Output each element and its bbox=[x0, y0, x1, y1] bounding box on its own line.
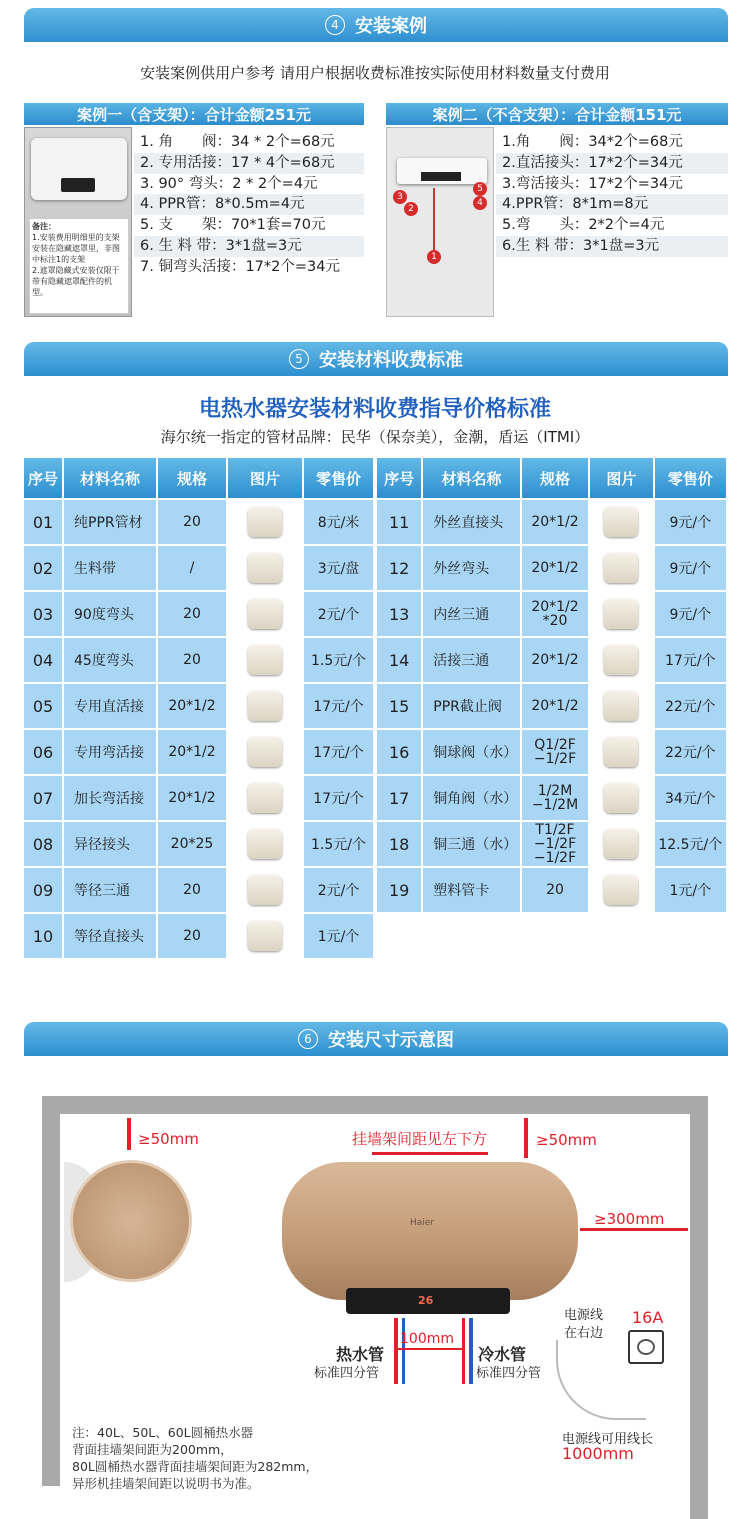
cold-pipe-spec: 标准四分管 bbox=[476, 1366, 542, 1381]
cell-no: 18 bbox=[377, 822, 421, 866]
cell-no: 07 bbox=[24, 776, 62, 820]
display-readout: 26 bbox=[418, 1294, 434, 1307]
fitting-icon bbox=[248, 921, 282, 951]
cell-no: 09 bbox=[24, 868, 62, 912]
gap-pipes: 100mm bbox=[400, 1331, 454, 1347]
fitting-icon bbox=[248, 783, 282, 813]
col-header: 零售价 bbox=[655, 458, 726, 498]
col-header: 材料名称 bbox=[423, 458, 520, 498]
cell-no: 01 bbox=[24, 500, 62, 544]
hot-pipe bbox=[394, 1318, 398, 1384]
cell-spec: 20*1/2 bbox=[158, 730, 226, 774]
control-panel bbox=[346, 1288, 510, 1314]
item-image bbox=[590, 638, 652, 682]
gap-top-right: ≥50mm bbox=[536, 1131, 597, 1149]
table-row bbox=[377, 638, 726, 682]
brand-line: 海尔统一指定的管材品牌：民华（保奈美），金潮，盾运（ITMI） bbox=[160, 428, 590, 446]
col-header: 图片 bbox=[590, 458, 652, 498]
cell-name: 生料带 bbox=[64, 546, 156, 590]
price-table-right bbox=[375, 456, 728, 914]
cell-spec: 20*1/2 bbox=[522, 638, 588, 682]
case-line: 4. PPR管：8*0.5m=4元 bbox=[134, 194, 364, 215]
cell-name: 外丝直接头 bbox=[423, 500, 520, 544]
table-row bbox=[377, 730, 726, 774]
section-4-header bbox=[24, 8, 728, 42]
brand-logo: Haier bbox=[410, 1218, 435, 1228]
case-line: 2. 专用活接：17 * 4个=68元 bbox=[134, 153, 364, 174]
cell-name: 塑料管卡 bbox=[423, 868, 520, 912]
cell-spec: 20*1/2 bbox=[158, 776, 226, 820]
cell-no: 10 bbox=[24, 914, 62, 958]
table-row bbox=[24, 500, 373, 544]
cell-name: 异径接头 bbox=[64, 822, 156, 866]
fitting-icon bbox=[604, 829, 638, 859]
cell-spec: 20 bbox=[158, 500, 226, 544]
note-line: 1.安装费用明细里的支架安装在隐藏遮罩里，非图中标注1的支架 bbox=[32, 233, 120, 264]
table-row bbox=[24, 546, 373, 590]
case-line: 7. 铜弯头活接：17*2个=34元 bbox=[140, 258, 340, 275]
table-row bbox=[24, 638, 373, 682]
cell-spec: 20 bbox=[158, 868, 226, 912]
note-line: 2.遮罩隐藏式安装仅限于带有隐藏遮罩配件的机型。 bbox=[32, 266, 120, 297]
cell-no: 16 bbox=[377, 730, 421, 774]
cell-price: 12.5元/个 bbox=[655, 822, 726, 866]
cell-name: 外丝弯头 bbox=[423, 546, 520, 590]
cell-name: 专用弯活接 bbox=[64, 730, 156, 774]
cell-price: 9元/个 bbox=[655, 500, 726, 544]
table-row bbox=[377, 776, 726, 820]
cell-no: 15 bbox=[377, 684, 421, 728]
section-number: 5 bbox=[289, 349, 309, 369]
section-title: 安装尺寸示意图 bbox=[328, 1030, 454, 1051]
table-body bbox=[24, 500, 373, 958]
case1-title: 案例一（含支架）：合计金额251元 bbox=[24, 103, 364, 125]
case1-photo bbox=[24, 127, 132, 317]
heater-image bbox=[31, 138, 127, 200]
dim-arrow bbox=[398, 1348, 464, 1350]
note-title: 备注： bbox=[32, 222, 56, 231]
item-image bbox=[590, 822, 652, 866]
section-title: 安装材料收费标准 bbox=[319, 350, 463, 371]
cell-spec: 20*1/2 bbox=[158, 684, 226, 728]
item-image bbox=[228, 776, 302, 820]
gap-right: ≥300mm bbox=[594, 1210, 665, 1228]
col-header: 材料名称 bbox=[64, 458, 156, 498]
item-image bbox=[590, 546, 652, 590]
cell-price: 22元/个 bbox=[655, 730, 726, 774]
note-line: 背面挂墙架间距为200mm， bbox=[72, 1442, 233, 1457]
tank-side-view bbox=[70, 1160, 192, 1282]
cell-spec: 20*25 bbox=[158, 822, 226, 866]
cell-spec: / bbox=[158, 546, 226, 590]
marker: 4 bbox=[473, 196, 487, 210]
cell-no: 19 bbox=[377, 868, 421, 912]
case2-photo bbox=[386, 127, 494, 317]
table-row bbox=[24, 822, 373, 866]
case-line: 6.生 料 带：3*1盘=3元 bbox=[496, 236, 728, 257]
fitting-icon bbox=[604, 553, 638, 583]
case-subtitle: 安装案例供用户参考 请用户根据收费标准按实际使用材料数量支付费用 bbox=[140, 64, 610, 82]
cell-no: 13 bbox=[377, 592, 421, 636]
cell-spec: 20*1/2 *20 bbox=[522, 592, 588, 636]
cell-price: 1元/个 bbox=[655, 868, 726, 912]
case-line: 5. 支 架：70*1套=70元 bbox=[140, 217, 326, 234]
price-table-left bbox=[22, 456, 375, 960]
cell-no: 06 bbox=[24, 730, 62, 774]
case-line: 1.角 阀：34*2个=68元 bbox=[502, 134, 683, 150]
cell-spec: 1/2M −1/2M bbox=[522, 776, 588, 820]
fitting-icon bbox=[248, 507, 282, 537]
table-row bbox=[24, 730, 373, 774]
hot-pipe-label: 热水管 bbox=[336, 1345, 385, 1364]
note-line: 注：40L、50L、60L圆桶热水器 bbox=[72, 1425, 254, 1440]
table-row bbox=[24, 684, 373, 728]
gap-top-left: ≥50mm bbox=[138, 1130, 199, 1148]
section-title: 安装案例 bbox=[355, 16, 427, 37]
cold-pipe bbox=[462, 1318, 465, 1384]
cell-name: 45度弯头 bbox=[64, 638, 156, 682]
table-row bbox=[377, 500, 726, 544]
item-image bbox=[228, 684, 302, 728]
display-icon bbox=[421, 172, 461, 181]
cord-length: 1000mm bbox=[562, 1444, 634, 1463]
cell-name: 铜角阀（水） bbox=[423, 776, 520, 820]
cell-no: 12 bbox=[377, 546, 421, 590]
power-line-label: 电源线 bbox=[564, 1308, 604, 1323]
dim-arrow bbox=[127, 1118, 131, 1150]
fitting-icon bbox=[248, 599, 282, 629]
fitting-icon bbox=[248, 645, 282, 675]
case-line: 5.弯 头：2*2个=4元 bbox=[502, 217, 665, 234]
cell-name: 专用直活接 bbox=[64, 684, 156, 728]
fitting-icon bbox=[604, 875, 638, 905]
hot-pipe-spec: 标准四分管 bbox=[314, 1366, 380, 1381]
cell-price: 1元/个 bbox=[304, 914, 373, 958]
cell-name: 活接三通 bbox=[423, 638, 520, 682]
cell-price: 8元/米 bbox=[304, 500, 373, 544]
item-image bbox=[228, 638, 302, 682]
cell-name: 90度弯头 bbox=[64, 592, 156, 636]
cell-price: 2元/个 bbox=[304, 592, 373, 636]
fitting-icon bbox=[248, 829, 282, 859]
case1-note bbox=[29, 218, 129, 314]
col-header: 图片 bbox=[228, 458, 302, 498]
case-line: 1. 角 阀：34 * 2个=68元 bbox=[140, 134, 335, 150]
cell-price: 3元/盘 bbox=[304, 546, 373, 590]
cell-name: 铜球阀（水） bbox=[423, 730, 520, 774]
power-side-label: 在右边 bbox=[564, 1326, 604, 1341]
col-header: 规格 bbox=[522, 458, 588, 498]
cold-pipe bbox=[469, 1318, 473, 1384]
case-line: 2.直活接头：17*2个=34元 bbox=[496, 153, 728, 174]
item-image bbox=[228, 822, 302, 866]
col-header: 规格 bbox=[158, 458, 226, 498]
dim-arrow bbox=[580, 1228, 688, 1231]
fitting-icon bbox=[604, 691, 638, 721]
heater-image bbox=[397, 158, 487, 184]
cell-name: PPR截止阀 bbox=[423, 684, 520, 728]
cell-price: 17元/个 bbox=[304, 730, 373, 774]
cell-price: 1.5元/个 bbox=[304, 638, 373, 682]
cell-no: 11 bbox=[377, 500, 421, 544]
item-image bbox=[590, 868, 652, 912]
case-line: 6. 生 料 带：3*1盘=3元 bbox=[134, 236, 364, 257]
dim-arrow bbox=[372, 1152, 488, 1155]
table-row bbox=[24, 914, 373, 958]
cell-no: 14 bbox=[377, 638, 421, 682]
marker: 1 bbox=[427, 250, 441, 264]
note-line: 80L圆桶热水器背面挂墙架间距为282mm， bbox=[72, 1459, 319, 1474]
cell-no: 05 bbox=[24, 684, 62, 728]
section-6-header bbox=[24, 1022, 728, 1056]
cell-name: 纯PPR管材 bbox=[64, 500, 156, 544]
marker: 2 bbox=[404, 202, 418, 216]
case-line: 4.PPR管：8*1m=8元 bbox=[496, 194, 728, 215]
cell-spec: 20 bbox=[158, 638, 226, 682]
note-line: 异形机挂墙架间距以说明书为准。 bbox=[72, 1476, 260, 1491]
cord-length-label: 电源线可用线长 bbox=[562, 1432, 654, 1447]
cell-name: 铜三通（水） bbox=[423, 822, 520, 866]
cell-spec: Q1/2F −1/2F bbox=[522, 730, 588, 774]
table-row bbox=[24, 868, 373, 912]
cell-no: 08 bbox=[24, 822, 62, 866]
section-number: 6 bbox=[298, 1029, 318, 1049]
case-line: 3.弯活接头：17*2个=34元 bbox=[502, 175, 683, 192]
cell-no: 17 bbox=[377, 776, 421, 820]
cell-spec: 20*1/2 bbox=[522, 500, 588, 544]
table-row bbox=[377, 592, 726, 636]
cell-price: 2元/个 bbox=[304, 868, 373, 912]
cell-name: 内丝三通 bbox=[423, 592, 520, 636]
cell-no: 03 bbox=[24, 592, 62, 636]
case-line: 3. 90° 弯头：2 * 2个=4元 bbox=[140, 175, 318, 192]
table-row bbox=[377, 822, 726, 866]
item-image bbox=[590, 776, 652, 820]
wall-right bbox=[690, 1096, 708, 1519]
item-image bbox=[590, 684, 652, 728]
fitting-icon bbox=[604, 645, 638, 675]
fitting-icon bbox=[248, 737, 282, 767]
col-header: 零售价 bbox=[304, 458, 373, 498]
cell-spec: 20*1/2 bbox=[522, 684, 588, 728]
cell-spec: 20 bbox=[522, 868, 588, 912]
section-number: 4 bbox=[325, 15, 345, 35]
section-5-header bbox=[24, 342, 728, 376]
cell-spec: 20 bbox=[158, 592, 226, 636]
table-row bbox=[24, 776, 373, 820]
bracket-note: 挂墙架间距见左下方 bbox=[352, 1130, 488, 1148]
marker: 5 bbox=[473, 182, 487, 196]
item-image bbox=[590, 730, 652, 774]
cell-name: 等径直接头 bbox=[64, 914, 156, 958]
item-image bbox=[590, 500, 652, 544]
case2-title: 案例二（不含支架）：合计金额151元 bbox=[386, 103, 728, 125]
wall-top bbox=[42, 1096, 708, 1114]
cell-price: 1.5元/个 bbox=[304, 822, 373, 866]
table-row bbox=[377, 684, 726, 728]
case2-lines bbox=[496, 132, 728, 257]
cell-name: 加长弯活接 bbox=[64, 776, 156, 820]
cell-price: 17元/个 bbox=[304, 776, 373, 820]
fitting-icon bbox=[604, 737, 638, 767]
cell-price: 17元/个 bbox=[304, 684, 373, 728]
tank-front-view bbox=[282, 1162, 578, 1300]
fitting-icon bbox=[604, 507, 638, 537]
cell-price: 17元/个 bbox=[655, 638, 726, 682]
item-image bbox=[228, 914, 302, 958]
fitting-icon bbox=[604, 783, 638, 813]
col-header: 序号 bbox=[24, 458, 62, 498]
col-header: 序号 bbox=[377, 458, 421, 498]
fitting-icon bbox=[248, 691, 282, 721]
cell-price: 9元/个 bbox=[655, 546, 726, 590]
display-icon bbox=[61, 178, 95, 192]
hot-pipe bbox=[402, 1318, 405, 1384]
item-image bbox=[228, 546, 302, 590]
table-row bbox=[377, 868, 726, 912]
case1-lines bbox=[134, 132, 364, 278]
fitting-icon bbox=[248, 553, 282, 583]
cell-spec: 20*1/2 bbox=[522, 546, 588, 590]
cell-price: 22元/个 bbox=[655, 684, 726, 728]
cold-pipe-label: 冷水管 bbox=[478, 1345, 527, 1364]
table-row bbox=[377, 546, 726, 590]
pointer-line bbox=[433, 188, 435, 258]
cell-price: 34元/个 bbox=[655, 776, 726, 820]
cell-name: 等径三通 bbox=[64, 868, 156, 912]
cell-spec: T1/2F −1/2F −1/2F bbox=[522, 822, 588, 866]
price-heading: 电热水器安装材料收费指导价格标准 bbox=[198, 397, 551, 422]
socket-rating: 16A bbox=[632, 1308, 664, 1327]
item-image bbox=[228, 868, 302, 912]
item-image bbox=[228, 592, 302, 636]
item-image bbox=[590, 592, 652, 636]
item-image bbox=[228, 500, 302, 544]
fitting-icon bbox=[604, 599, 638, 629]
wall-left bbox=[42, 1096, 60, 1486]
cell-no: 02 bbox=[24, 546, 62, 590]
fitting-icon bbox=[248, 875, 282, 905]
cell-spec: 20 bbox=[158, 914, 226, 958]
table-body bbox=[377, 500, 726, 912]
size-note bbox=[72, 1424, 318, 1492]
table-row bbox=[24, 592, 373, 636]
dim-arrow bbox=[524, 1118, 528, 1158]
cell-price: 9元/个 bbox=[655, 592, 726, 636]
cell-no: 04 bbox=[24, 638, 62, 682]
marker: 3 bbox=[393, 190, 407, 204]
item-image bbox=[228, 730, 302, 774]
